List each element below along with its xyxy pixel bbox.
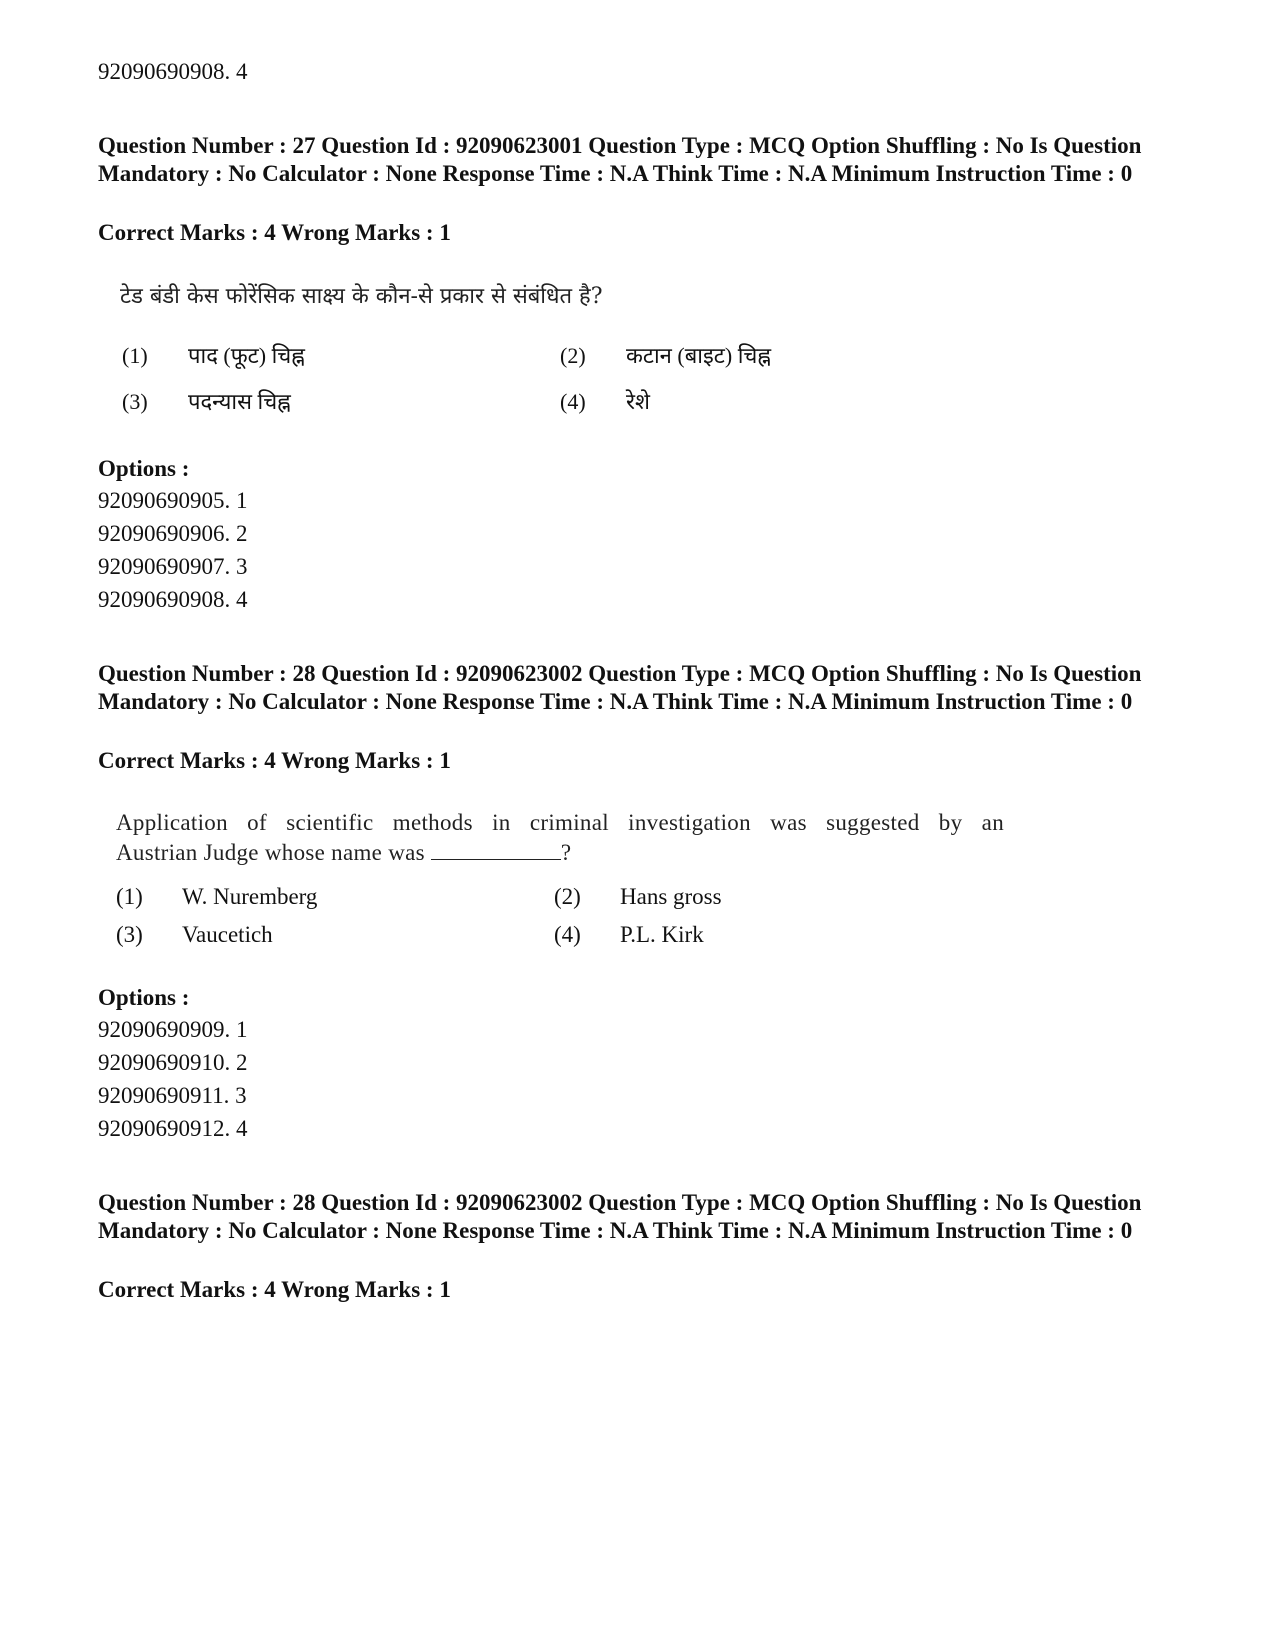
- question-27-option-4: 92090690908. 4: [98, 587, 248, 612]
- previous-option-line: 92090690908. 4: [98, 59, 248, 84]
- question-27-option-3: 92090690907. 3: [98, 554, 248, 579]
- question-28-choice-4: (4) P.L. Kirk: [554, 922, 704, 947]
- question-27-header: Question Number : 27 Question Id : 92090623001 Question Type : MCQ Option Shuffling : No Is Question Mandatory : No Calculator : None Response Time : N.A Think Time : N.A Minimum Instruction Time : 0: [98, 133, 1142, 186]
- question-28-stem-line-1: Application of scientific methods in criminal investigation was suggested by an: [116, 810, 1004, 835]
- question-27-choice-3: (3) पदन्यास चिह्न: [122, 389, 291, 414]
- question-28-choice-1: (1) W. Nuremberg: [116, 884, 318, 909]
- answer-blank: [431, 843, 561, 860]
- question-28-choice-3: (3) Vaucetich: [116, 922, 273, 947]
- question-28-choice-2: (2) Hans gross: [554, 884, 722, 909]
- question-28-option-1: 92090690909. 1: [98, 1017, 248, 1042]
- question-28-body: [116, 808, 1004, 868]
- question-28-marks: Correct Marks : 4 Wrong Marks : 1: [98, 748, 451, 773]
- question-28-option-4: 92090690912. 4: [98, 1116, 248, 1141]
- question-27-options-label: Options :: [98, 456, 190, 481]
- question-27-body: [120, 282, 1120, 312]
- question-28-stem-line-2: Austrian Judge whose name was ?: [116, 840, 572, 865]
- question-27-choice-4: (4) रेशे: [560, 389, 650, 414]
- question-27-choice-2: (2) कटान (बाइट) चिह्न: [560, 343, 772, 368]
- question-28b-header: Question Number : 28 Question Id : 92090623002 Question Type : MCQ Option Shuffling : No Is Question Mandatory : No Calculator : None Response Time : N.A Think Time : N.A Minimum Instruction Time : 0: [98, 1190, 1142, 1243]
- question-27-marks: Correct Marks : 4 Wrong Marks : 1: [98, 220, 451, 245]
- question-28-header: Question Number : 28 Question Id : 92090623002 Question Type : MCQ Option Shuffling : No Is Question Mandatory : No Calculator : None Response Time : N.A Think Time : N.A Minimum Instruction Time : 0: [98, 661, 1142, 714]
- question-27-choice-1: (1) पाद (फूट) चिह्न: [122, 343, 305, 368]
- question-28-options-label: Options :: [98, 985, 190, 1010]
- question-27-option-1: 92090690905. 1: [98, 488, 248, 513]
- question-28-option-3: 92090690911. 3: [98, 1083, 247, 1108]
- question-27-option-2: 92090690906. 2: [98, 521, 248, 546]
- question-27-stem: टेड बंडी केस फोरेंसिक साक्ष्य के कौन-से प्रकार से संबंधित है?: [120, 284, 603, 309]
- question-28-option-2: 92090690910. 2: [98, 1050, 248, 1075]
- question-28b-marks: Correct Marks : 4 Wrong Marks : 1: [98, 1277, 451, 1302]
